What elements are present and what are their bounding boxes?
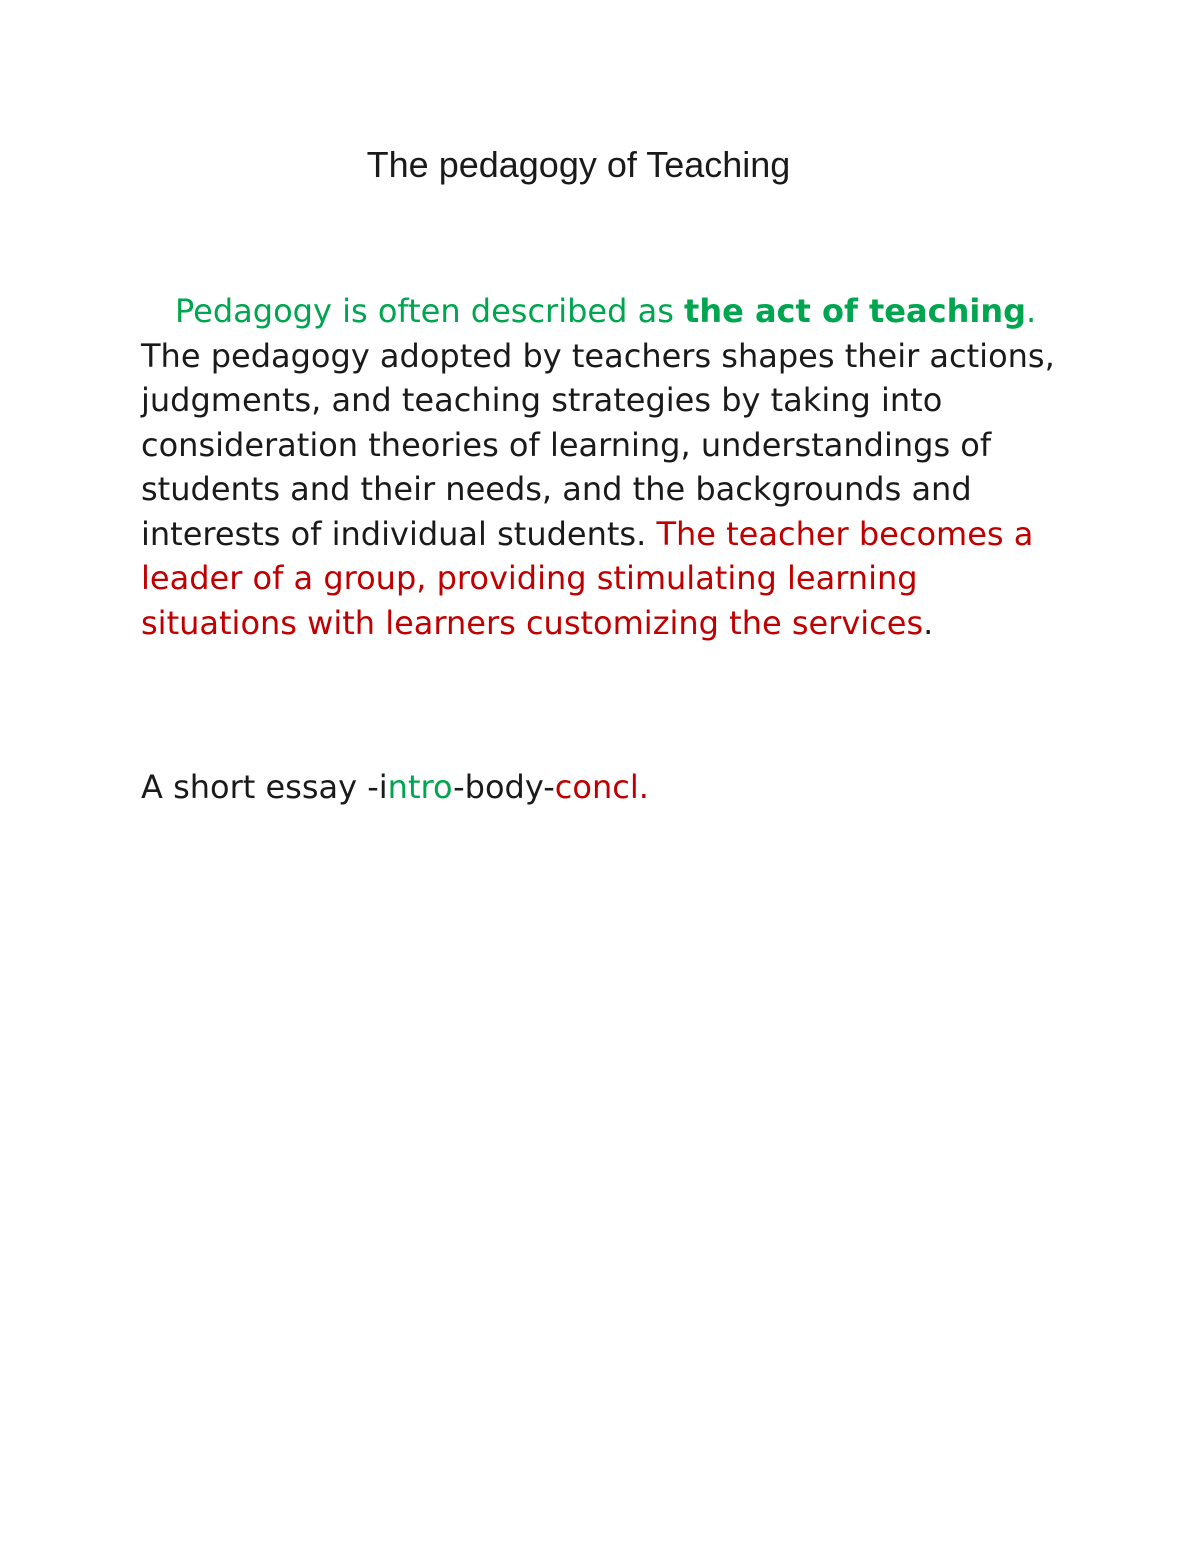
- essay-structure-line: [141, 765, 649, 810]
- green-period: .: [1026, 292, 1037, 330]
- essay-concl-red: concl.: [554, 768, 649, 806]
- body-paragraph: [141, 289, 1061, 645]
- intro-green-text: Pedagogy is often described as: [175, 292, 685, 330]
- red-highlight-text: The teacher becomes a leader of a group, providing stimulating learning situations with learners customizing the services: [141, 514, 1034, 642]
- essay-intro-green: ntro: [387, 768, 454, 806]
- essay-prefix: A short essay -i: [141, 768, 388, 806]
- essay-body: -body-: [453, 768, 555, 806]
- main-body-text: The pedagogy adopted by teachers shapes their actions, judgments, and teaching strategies by taking into consideration theories of learning, understandings of students and their needs, and the backgrounds and interests of individual students.: [141, 336, 1055, 553]
- document-title: The pedagogy of Teaching: [366, 144, 791, 185]
- emphasis-green-bold-text: the act of teaching: [684, 292, 1026, 330]
- final-period: .: [923, 603, 934, 642]
